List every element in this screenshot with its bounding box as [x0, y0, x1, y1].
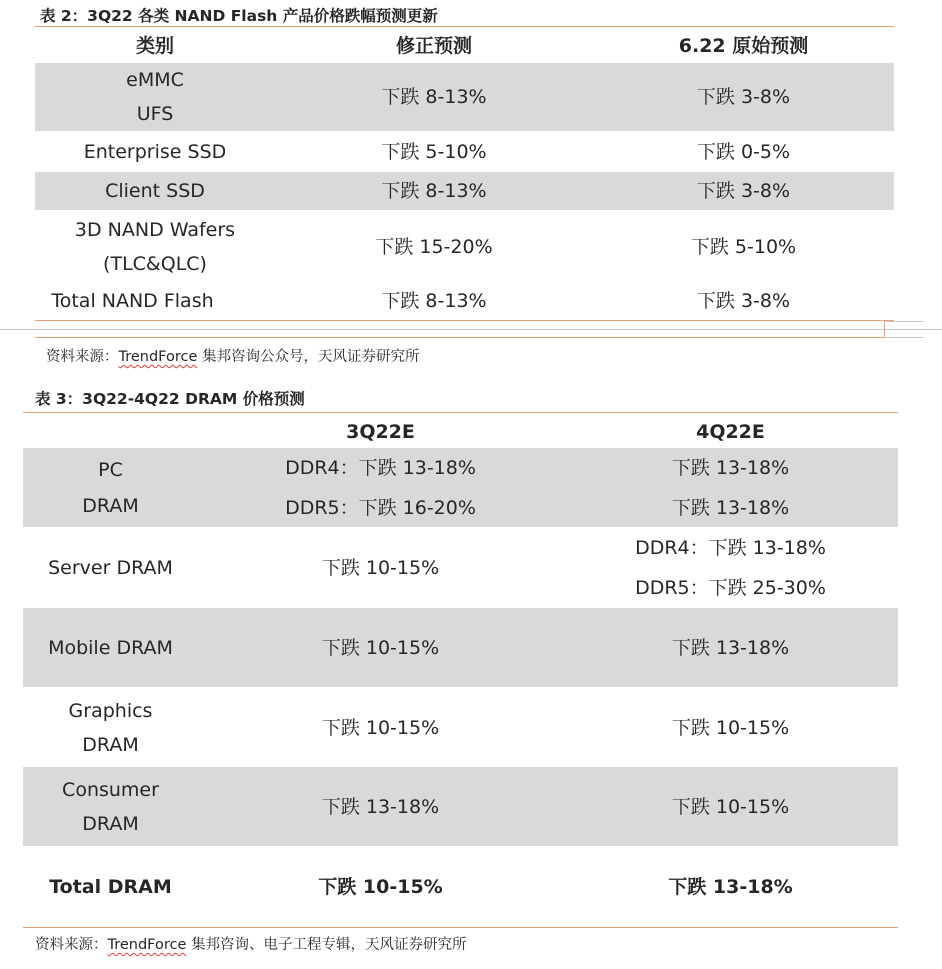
table2-caption: 表 2：3Q22 各类 NAND Flash 产品价格跌幅预测更新: [40, 7, 438, 25]
table2-row-original: 下跌 3-8%: [696, 290, 791, 312]
table2-source-rule: [35, 337, 894, 338]
value-line: 下跌 13-18%: [671, 496, 790, 519]
table3-row-3q22e: 下跌 10-15%: [321, 716, 440, 739]
table3-row-3q22e: 下跌 10-15%: [321, 636, 440, 659]
category-line: eMMC: [126, 69, 184, 91]
table2-row-original: 下跌 5-10%: [690, 236, 797, 258]
table3-row-3q22e: 下跌 13-18%: [321, 795, 440, 818]
table3-row-category: Server DRAM: [48, 557, 173, 579]
table2-corner-mark: [884, 321, 885, 338]
category-line: 3D NAND Wafers: [74, 219, 236, 241]
table3-row-category: [23, 767, 198, 846]
category-line: Consumer: [62, 778, 159, 801]
category-line: Graphics: [68, 699, 153, 722]
category-line: DRAM: [82, 812, 139, 835]
table2-corner-mark: [884, 337, 924, 338]
table2-row-category: Client SSD: [105, 180, 205, 202]
table2-row-revised: 下跌 8-13%: [381, 180, 487, 202]
table2-top-rule: [35, 26, 894, 27]
source-text: 集邦咨询公众号，天风证券研究所: [197, 349, 420, 365]
source-label: 资料来源：: [46, 349, 119, 365]
table2-row-category: Total NAND Flash: [51, 290, 214, 312]
table2-row-original: 下跌 3-8%: [696, 180, 791, 202]
table2-header-category: 类别: [135, 35, 174, 57]
source-brand: TrendForce: [118, 349, 198, 365]
table3-row-4q22e: [563, 528, 898, 608]
table3-row-4q22e: 下跌 10-15%: [671, 716, 790, 739]
page-divider: [0, 329, 942, 330]
table3-row-4q22e: 下跌 13-18%: [671, 636, 790, 659]
category-line: PC: [98, 458, 123, 481]
table3-row-3q22e: 下跌 10-15%: [318, 876, 443, 898]
value-line: DDR5：下跌 16-20%: [285, 496, 476, 519]
category-line: (TLC&QLC): [103, 253, 207, 275]
table3-row-4q22e: [563, 448, 898, 527]
category-line: DRAM: [82, 733, 139, 756]
table3-row-3q22e: [198, 448, 563, 527]
table2-corner-mark: [884, 321, 924, 322]
table2-row-revised: 下跌 8-13%: [381, 290, 487, 312]
value-line: 下跌 13-18%: [671, 456, 790, 479]
category-line: DRAM: [82, 494, 139, 517]
table3-header-category: [23, 416, 198, 448]
table3-top-rule: [23, 412, 898, 413]
table2-row-revised: 下跌 5-10%: [381, 141, 487, 163]
table2-row-original: 下跌 3-8%: [696, 86, 791, 108]
table3-row-category: Total DRAM: [49, 876, 172, 898]
value-line: DDR4：下跌 13-18%: [285, 456, 476, 479]
table3-header-3q22e: 3Q22E: [346, 421, 415, 443]
table2-source: [46, 345, 420, 366]
table2-row-category: [35, 63, 275, 131]
table2-row-revised: 下跌 15-20%: [375, 236, 493, 258]
table2-bottom-rule: [35, 320, 894, 321]
table3-header-4q22e: 4Q22E: [696, 421, 765, 443]
value-line: DDR4：下跌 13-18%: [635, 537, 826, 559]
table3-row-4q22e: 下跌 10-15%: [671, 795, 790, 818]
table3-source: [35, 933, 467, 954]
table3-row-category: [23, 448, 198, 527]
table3-row-4q22e: 下跌 13-18%: [668, 876, 793, 898]
source-text: 集邦咨询、电子工程专辑，天风证券研究所: [186, 937, 467, 953]
table3-row-category: Mobile DRAM: [48, 636, 173, 659]
table3-caption: 表 3：3Q22-4Q22 DRAM 价格预测: [35, 390, 305, 408]
table3-bottom-rule: [23, 927, 898, 928]
value-line: DDR5：下跌 25-30%: [635, 577, 826, 599]
table2-header-revised: 修正预测: [395, 35, 472, 57]
table3-row-3q22e: 下跌 10-15%: [321, 557, 440, 579]
table2-row-category: [35, 212, 275, 282]
table2-row-revised: 下跌 8-13%: [381, 86, 487, 108]
table3-row-category: [23, 688, 198, 767]
table2-row-category: Enterprise SSD: [83, 141, 227, 163]
source-brand: TrendForce: [107, 937, 187, 953]
table2-row-original: 下跌 0-5%: [696, 141, 791, 163]
source-label: 资料来源：: [35, 937, 108, 953]
category-line: UFS: [136, 103, 174, 125]
table2-header-original: 6.22 原始预测: [678, 35, 809, 57]
